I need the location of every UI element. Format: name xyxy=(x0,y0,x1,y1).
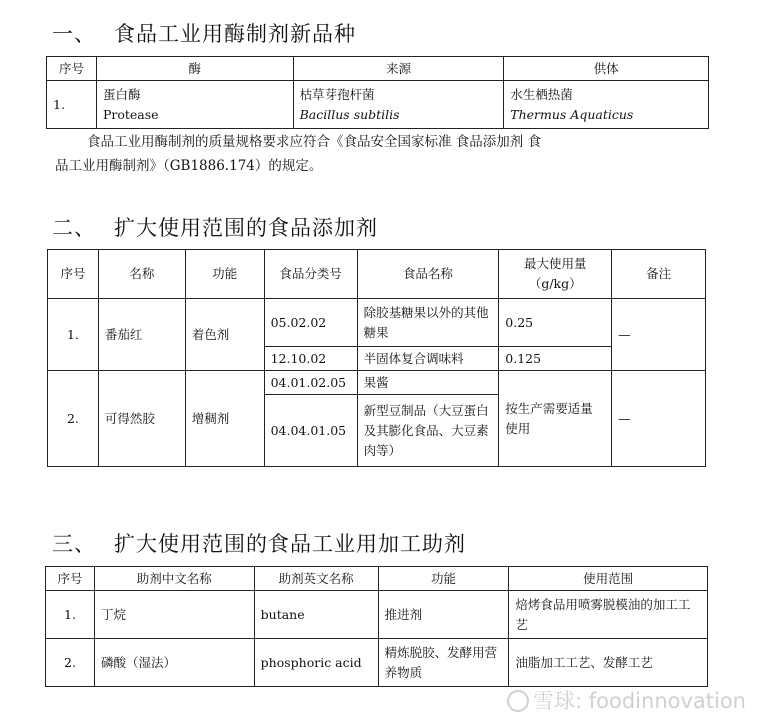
col-header: 功能 xyxy=(378,567,509,591)
max-usage-header: 最大使用量 xyxy=(523,256,587,271)
row-number: 1. xyxy=(48,299,99,371)
row-number: 1. xyxy=(46,591,95,639)
max-usage: 0.25 xyxy=(499,299,612,347)
col-header: 使用范围 xyxy=(509,567,708,591)
watermark-text: 雪球: foodinnovation xyxy=(533,689,746,713)
section-3-number: 三、 xyxy=(52,532,96,556)
row-number: 2. xyxy=(46,639,95,687)
aid-scope: 油脂加工工艺、发酵工艺 xyxy=(509,639,708,687)
food-category-number: 12.10.02 xyxy=(264,347,357,371)
table-row xyxy=(46,591,708,639)
col-header: 酶 xyxy=(96,57,293,81)
food-name: 半固体复合调味料 xyxy=(357,347,499,371)
col-header: 序号 xyxy=(48,250,99,299)
additive-function: 增稠剂 xyxy=(185,371,264,467)
enzyme-cell xyxy=(96,81,293,129)
section-2-number: 二、 xyxy=(52,216,96,240)
col-header xyxy=(499,250,612,299)
section-2-title: 扩大使用范围的食品添加剂 xyxy=(114,216,378,240)
donor-cell xyxy=(504,81,709,129)
max-usage-unit: （g/kg） xyxy=(528,276,582,291)
food-name: 果酱 xyxy=(357,371,499,395)
max-usage: 按生产需要适量使用 xyxy=(499,371,612,467)
col-header: 备注 xyxy=(612,250,706,299)
enzyme-table xyxy=(46,56,709,129)
additive-name: 番茄红 xyxy=(98,299,185,371)
donor-en: Thermus Aquaticus xyxy=(510,106,634,122)
remark: — xyxy=(612,371,706,467)
enzyme-en: Protease xyxy=(102,106,159,122)
col-header: 助剂中文名称 xyxy=(94,567,254,591)
additive-name: 可得然胶 xyxy=(98,371,185,467)
food-category-number: 04.04.01.05 xyxy=(264,395,357,467)
food-name: 新型豆制品（大豆蛋白及其膨化食品、大豆素肉等） xyxy=(357,395,499,467)
col-header: 序号 xyxy=(46,567,95,591)
row-number: 1. xyxy=(47,81,97,129)
aid-name-en: phosphoric acid xyxy=(254,639,378,687)
section-2-heading xyxy=(52,212,378,242)
col-header: 名称 xyxy=(98,250,185,299)
aid-name-en: butane xyxy=(254,591,378,639)
aid-function: 精炼脱胶、发酵用营养物质 xyxy=(378,639,509,687)
col-header: 功能 xyxy=(185,250,264,299)
processing-aid-table xyxy=(45,566,708,687)
aid-function: 推进剂 xyxy=(378,591,509,639)
enzyme-table-header xyxy=(47,57,709,81)
snowball-logo-icon xyxy=(507,690,529,712)
max-usage: 0.125 xyxy=(499,347,612,371)
table-row xyxy=(48,371,706,395)
processing-aid-table-header xyxy=(46,567,708,591)
source-cell xyxy=(293,81,504,129)
section-1-heading xyxy=(52,18,356,48)
section-3-heading xyxy=(52,528,466,558)
section-1-number: 一、 xyxy=(52,22,96,46)
source-cn: 枯草芽孢杆菌 xyxy=(299,86,375,102)
watermark xyxy=(507,685,746,715)
table-row xyxy=(46,639,708,687)
enzyme-note xyxy=(55,130,655,178)
source-en: Bacillus subtilis xyxy=(299,106,400,122)
aid-name-cn: 丁烷 xyxy=(94,591,254,639)
food-category-number: 04.01.02.05 xyxy=(264,371,357,395)
food-name: 除胶基糖果以外的其他糖果 xyxy=(357,299,499,347)
additive-function: 着色剂 xyxy=(185,299,264,371)
additive-table xyxy=(47,249,706,467)
donor-cn: 水生栖热菌 xyxy=(510,86,573,102)
col-header: 供体 xyxy=(504,57,709,81)
enzyme-note-line-1: 食品工业用酶制剂的质量规格要求应符合《食品安全国家标准 食品添加剂 食 xyxy=(87,134,542,150)
food-category-number: 05.02.02 xyxy=(264,299,357,347)
section-1-title: 食品工业用酶制剂新品种 xyxy=(114,22,356,46)
additive-table-header xyxy=(48,250,706,299)
remark: — xyxy=(612,299,706,371)
section-3-title: 扩大使用范围的食品工业用加工助剂 xyxy=(114,532,466,556)
enzyme-note-line-2: 品工业用酶制剂》（GB1886.174）的规定。 xyxy=(55,158,323,174)
aid-name-cn: 磷酸（湿法） xyxy=(94,639,254,687)
table-row xyxy=(48,299,706,347)
col-header: 助剂英文名称 xyxy=(254,567,378,591)
col-header: 食品名称 xyxy=(357,250,499,299)
col-header: 食品分类号 xyxy=(264,250,357,299)
table-row xyxy=(47,81,709,129)
row-number: 2. xyxy=(48,371,99,467)
col-header: 序号 xyxy=(47,57,97,81)
col-header: 来源 xyxy=(293,57,504,81)
aid-scope: 焙烤食品用喷雾脱模油的加工工艺 xyxy=(509,591,708,639)
enzyme-cn: 蛋白酶 xyxy=(102,86,141,102)
